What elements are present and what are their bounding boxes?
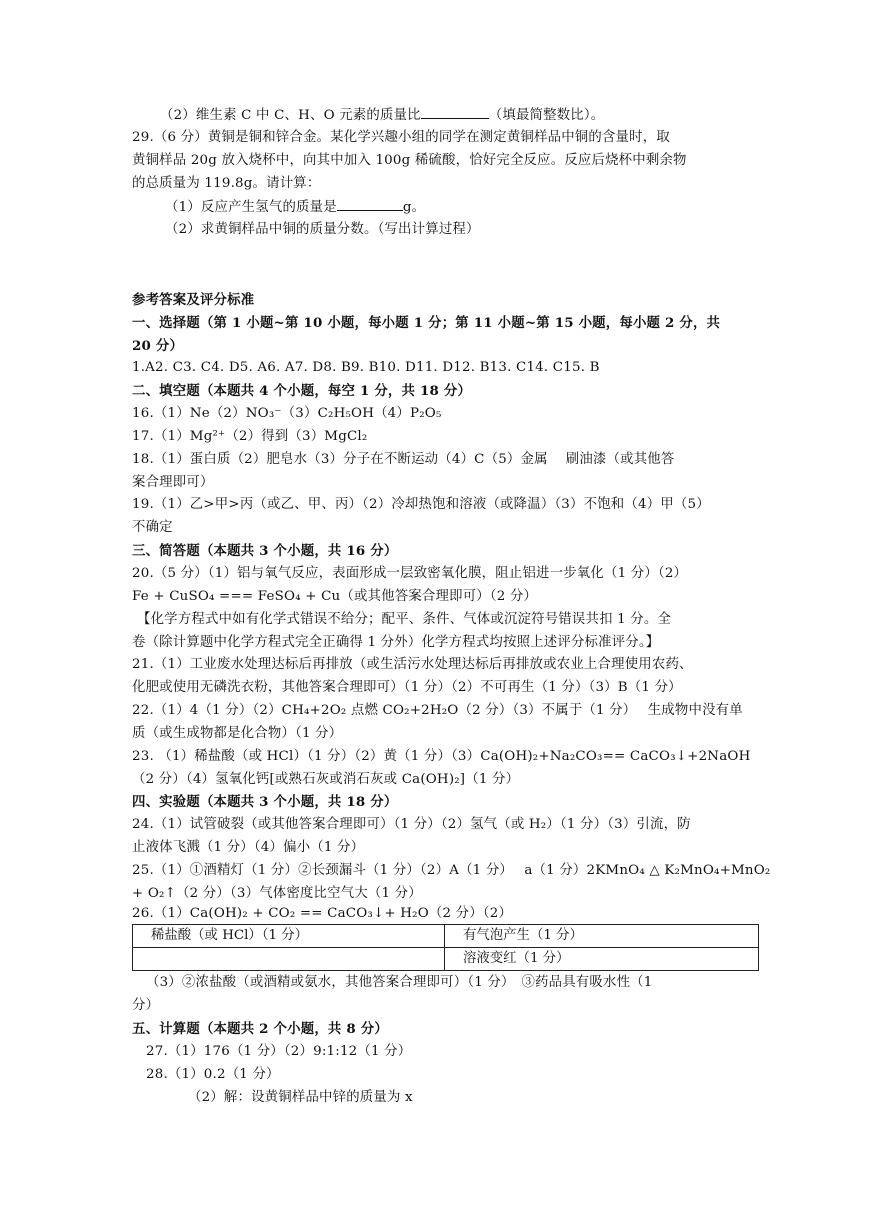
grading-note: 【化学方程式中如有化学式错误不给分；配平、条件、气体或沉淀符号错误共扣 1 分。全 bbox=[137, 612, 672, 627]
answer-22: 22.（1）4（1 分）（2）CH₄+2O₂ 点燃 CO₂+2H₂O（2 分）（3）不属于（1 分） 生成物中没有单 bbox=[132, 703, 743, 718]
table-row bbox=[133, 925, 759, 948]
table-cell bbox=[133, 948, 445, 971]
answer-24: 24.（1）试管破裂（或其他答案合理即可）（1 分）（2）氢气（或 H₂）（1 分）（3）引流，防 bbox=[132, 817, 691, 832]
answer-21-cont: 化肥或使用无磷洗衣粉，其他答案合理即可）（1 分）（2）不可再生（1 分）（3）B（1 分） bbox=[132, 680, 682, 695]
answer-26: 26.（1）Ca(OH)₂ + CO₂ == CaCO₃↓+ H₂O（2 分）（2） bbox=[132, 906, 513, 921]
section-2-header: 二、填空题（本题共 4 个小题，每空 1 分，共 18 分） bbox=[132, 383, 472, 399]
section-1-header-cont: 20 分） bbox=[132, 338, 184, 354]
answer-23-cont: （2 分）（4）氢氧化钙[或熟石灰或消石灰或 Ca(OH)₂]（1 分） bbox=[132, 772, 520, 787]
grading-note-cont: 卷（除计算题中化学方程式完全正确得 1 分外）化学方程式均按照上述评分标准评分。】 bbox=[132, 635, 660, 650]
table-cell: 稀盐酸（或 HCl）（1 分） bbox=[133, 925, 445, 948]
answer-16: 16.（1）Ne（2）NO₃⁻（3）C₂H₅OH（4）P₂O₅ bbox=[132, 406, 442, 421]
section-4-header: 四、实验题（本题共 3 个小题，共 18 分） bbox=[132, 794, 398, 810]
answer-25: 25.（1）①酒精灯（1 分）②长颈漏斗（1 分）（2）A（1 分） a（1 分）2KMnO₄ △ K₂MnO₄+MnO₂ bbox=[132, 863, 771, 878]
question-29-part-2: （2）求黄铜样品中铜的质量分数。（写出计算过程） bbox=[165, 222, 480, 237]
answer-18: 18.（1）蛋白质（2）肥皂水（3）分子在不断运动（4）C（5）金属 刷油漆（或其他答 bbox=[132, 452, 675, 467]
answer-blank bbox=[421, 104, 489, 119]
answer-26-table bbox=[132, 924, 759, 971]
answer-21: 21.（1）工业废水处理达标后再排放（或生活污水处理达标后再排放或农业上合理使用农药、 bbox=[132, 657, 693, 672]
question-29-part-1: （1）反应产生氢气的质量是 g。 bbox=[165, 196, 775, 219]
answer-26-part-3: （3）②浓盐酸（或酒精或氨水，其他答案合理即可）（1 分） ③药品具有吸水性（1 bbox=[146, 975, 653, 990]
answer-28-part-2: （2）解：设黄铜样品中锌的质量为 x bbox=[188, 1090, 413, 1105]
question-29-line-1: 29.（6 分）黄铜是铜和锌合金。某化学兴趣小组的同学在测定黄铜样品中铜的含量时，取 bbox=[132, 130, 670, 145]
answer-24-cont: 止液体飞溅（1 分）（4）偏小（1 分） bbox=[132, 840, 365, 855]
section-1-answers: 1.A2. C3. C4. D5. A6. A7. D8. B9. B10. D11. D12. B13. C14. C15. B bbox=[132, 360, 600, 375]
question-29-line-2: 黄铜样品 20g 放入烧杯中，向其中加入 100g 稀硫酸，恰好完全反应。反应后烧杯中剩余物 bbox=[132, 153, 687, 168]
answer-19: 19.（1）乙>甲>丙（或乙、甲、丙）（2）冷却热饱和溶液（或降温）（3）不饱和（4）甲（5） bbox=[132, 497, 710, 512]
answer-27: 27.（1）176（1 分）（2）9:1:12（1 分） bbox=[146, 1044, 412, 1059]
answer-key-title: 参考答案及评分标准 bbox=[132, 292, 255, 308]
answer-19-cont: 不确定 bbox=[132, 520, 173, 535]
section-3-header: 三、简答题（本题共 3 个小题，共 16 分） bbox=[132, 543, 398, 559]
section-5-header: 五、计算题（本题共 2 个小题，共 8 分） bbox=[132, 1021, 388, 1037]
answer-22-cont: 质（或生成物都是化合物）（1 分） bbox=[132, 726, 343, 741]
answer-23: 23. （1）稀盐酸（或 HCl）（1 分）（2）黄（1 分）（3）Ca(OH)₂+Na₂CO₃== CaCO₃↓+2NaOH bbox=[132, 749, 751, 764]
question-29-line-3: 的总质量为 119.8g。请计算： bbox=[132, 176, 321, 191]
table-cell: 有气泡产生（1 分） bbox=[445, 925, 759, 948]
table-cell: 溶液变红（1 分） bbox=[445, 948, 759, 971]
section-1-header: 一、选择题（第 1 小题~第 10 小题，每小题 1 分；第 11 小题~第 15 小题，每小题 2 分，共 bbox=[132, 315, 721, 331]
question-28-part-2: （2）维生素 C 中 C、H、O 元素的质量比 （填最简整数比）。 bbox=[160, 104, 770, 127]
answer-20: 20.（5 分）（1）铝与氧气反应，表面形成一层致密氧化膜，阻止铝进一步氧化（1 分）（2） bbox=[132, 566, 688, 581]
answer-26-part-3-cont: 分） bbox=[132, 998, 160, 1013]
answer-blank bbox=[337, 196, 403, 211]
answer-28: 28.（1）0.2（1 分） bbox=[146, 1067, 280, 1082]
table-row bbox=[133, 948, 759, 971]
answer-17: 17.（1）Mg²⁺（2）得到（3）MgCl₂ bbox=[132, 429, 368, 444]
answer-20-cont: Fe + CuSO₄ === FeSO₄ + Cu（或其他答案合理即可）（2 分） bbox=[132, 589, 538, 604]
answer-25-cont: + O₂↑（2 分）（3）气体密度比空气大（1 分） bbox=[132, 886, 422, 901]
answer-18-cont: 案合理即可） bbox=[132, 475, 214, 490]
